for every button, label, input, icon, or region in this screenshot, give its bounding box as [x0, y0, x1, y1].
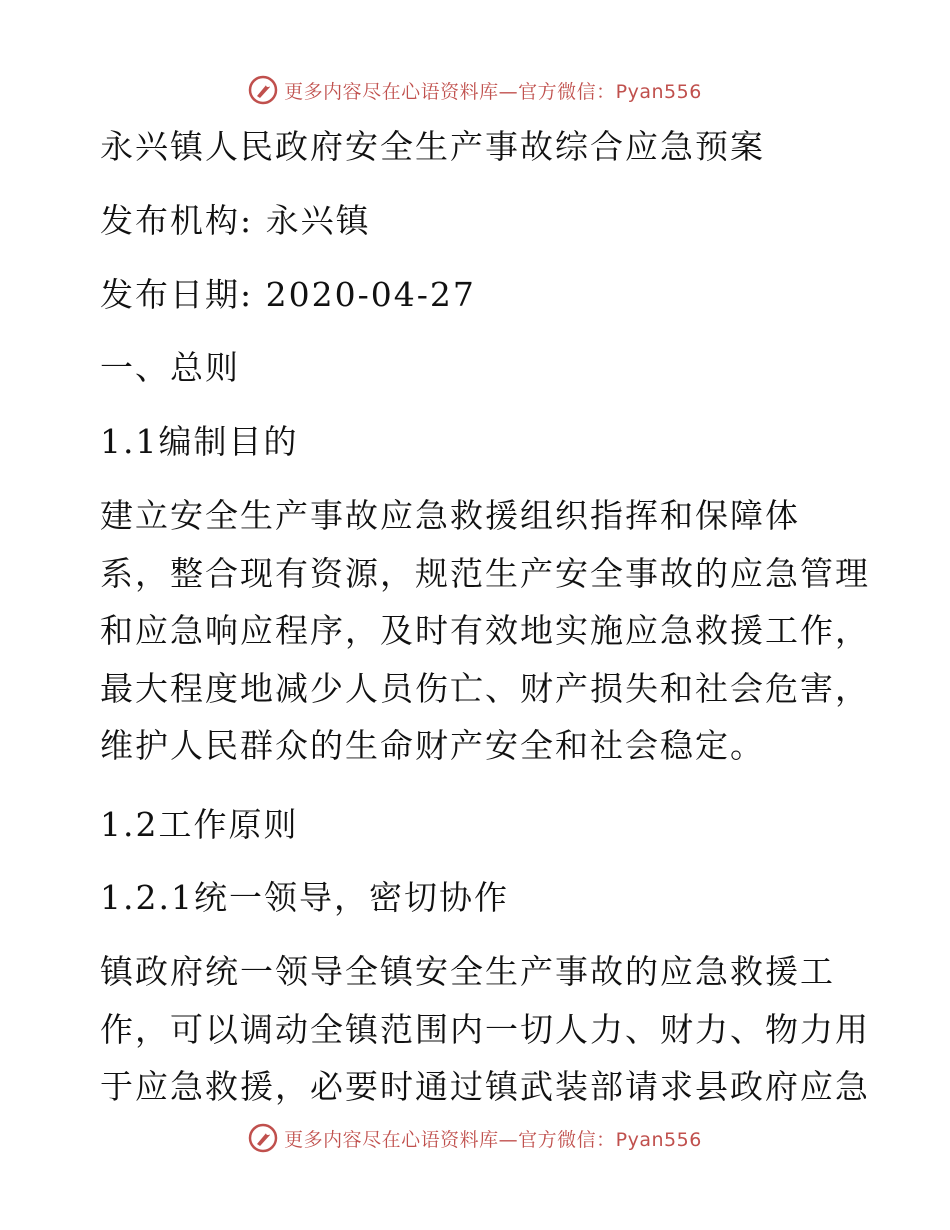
paragraph-line: 作，可以调动全镇范围内一切人力、财力、物力用 — [100, 1009, 870, 1049]
paragraph-line: 于应急救援，必要时通过镇武装部请求县政府应急 — [100, 1067, 870, 1106]
document-title: 永兴镇人民政府安全生产事故综合应急预案 — [100, 127, 765, 166]
footer-watermark — [0, 1118, 950, 1158]
publisher-line: 发布机构: 永兴镇 — [100, 201, 371, 240]
watermark-text: 更多内容尽在心语资料库—官方微信：Pyan556 — [284, 1128, 702, 1151]
watermark-text: 更多内容尽在心语资料库—官方微信：Pyan556 — [284, 80, 702, 103]
section-heading-general: 一、总则 — [100, 348, 240, 387]
paragraph-line: 和应急响应程序，及时有效地实施应急救援工作， — [100, 611, 870, 650]
paragraph-line: 最大程度地减少人员伤亡、财产损失和社会危害， — [100, 668, 870, 708]
section-heading-unified-leadership: 1.2.1统一领导，密切协作 — [100, 878, 509, 917]
section-heading-purpose: 1.1编制目的 — [100, 422, 299, 461]
section-heading-principles: 1.2工作原则 — [100, 805, 299, 844]
paragraph-line: 维护人民群众的生命财产安全和社会稳定。 — [100, 726, 765, 765]
paragraph-purpose — [100, 487, 870, 775]
paragraph-unified-leadership — [100, 943, 870, 1116]
paragraph-line: 系，整合现有资源，规范生产安全事故的应急管理 — [100, 553, 870, 593]
header-watermark — [0, 70, 950, 110]
pen-nib-icon — [248, 1123, 278, 1153]
paragraph-line: 建立安全生产事故应急救援组织指挥和保障体 — [100, 496, 800, 535]
pen-nib-icon — [248, 75, 278, 105]
publish-date-line: 发布日期: 2020-04-27 — [100, 275, 476, 314]
paragraph-line: 镇政府统一领导全镇安全生产事故的应急救援工 — [100, 952, 835, 991]
